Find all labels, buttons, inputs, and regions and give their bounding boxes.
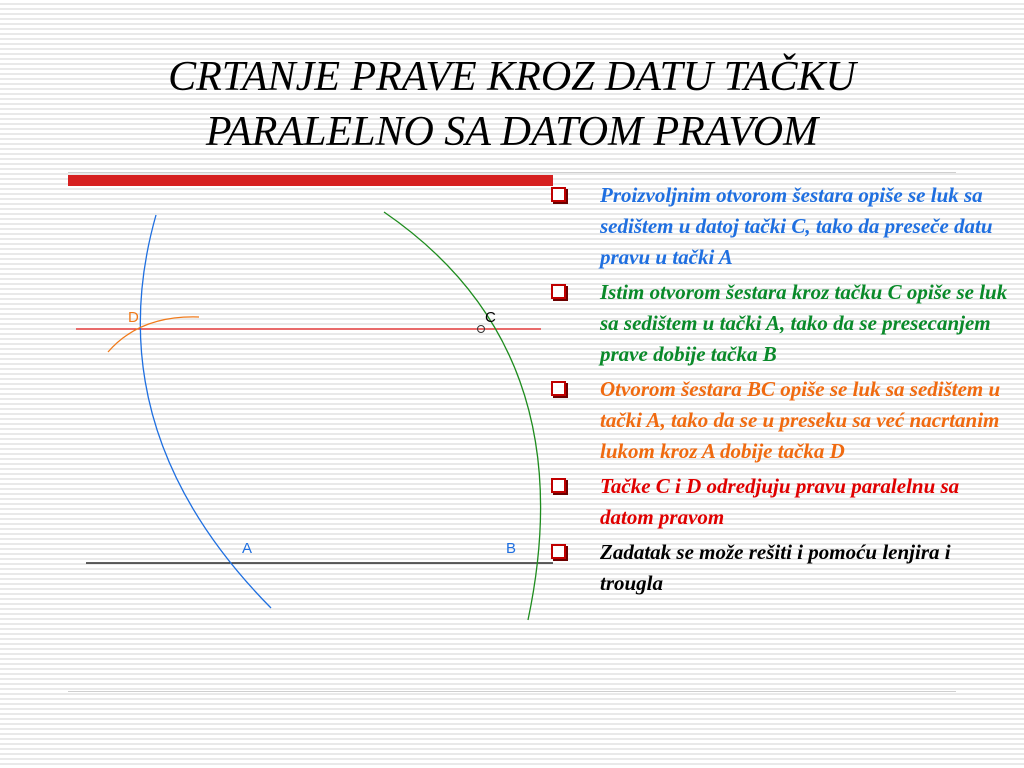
- step-item: [548, 180, 1018, 273]
- point-c-label: C: [485, 309, 496, 326]
- title-line-1: CRTANJE PRAVE KROZ DATU TAČKU: [168, 54, 856, 100]
- step-item: [548, 537, 1018, 599]
- square-bullet-icon: [551, 284, 566, 299]
- step-text: Zadatak se može rešiti i pomoću lenjira i trougla: [600, 540, 951, 595]
- arc-through-b: [384, 212, 541, 620]
- title-line-2: PARALELNO SA DATOM PRAVOM: [205, 109, 819, 155]
- square-bullet-icon: [551, 478, 566, 493]
- step-item: [548, 471, 1018, 533]
- step-text: Istim otvorom šestara kroz tačku C opiše se luk sa sedištem u tački A, tako da se presecanjem prave dobije tačka B: [600, 280, 1008, 366]
- construction-diagram: [0, 0, 560, 700]
- step-text: Proizvoljnim otvorom šestara opiše se luk sa sedištem u datoj tački C, tako da preseče datu pravu u tački A: [600, 183, 993, 269]
- square-bullet-icon: [551, 187, 566, 202]
- steps-list: [548, 180, 1018, 603]
- step-item: [548, 374, 1018, 467]
- step-item: [548, 277, 1018, 370]
- arc-at-d: [108, 317, 199, 352]
- point-a-label: A: [242, 540, 253, 557]
- step-text: Tačke C i D odredjuju pravu paralelnu sa datom pravom: [600, 474, 960, 529]
- point-b-label: B: [506, 540, 517, 557]
- square-bullet-icon: [551, 381, 566, 396]
- point-d-label: D: [128, 309, 139, 326]
- step-text: Otvorom šestara BC opiše se luk sa sedištem u tački A, tako da se u preseku sa već nacrtanim lukom kroz A dobije tačka D: [600, 377, 1001, 463]
- square-bullet-icon: [551, 544, 566, 559]
